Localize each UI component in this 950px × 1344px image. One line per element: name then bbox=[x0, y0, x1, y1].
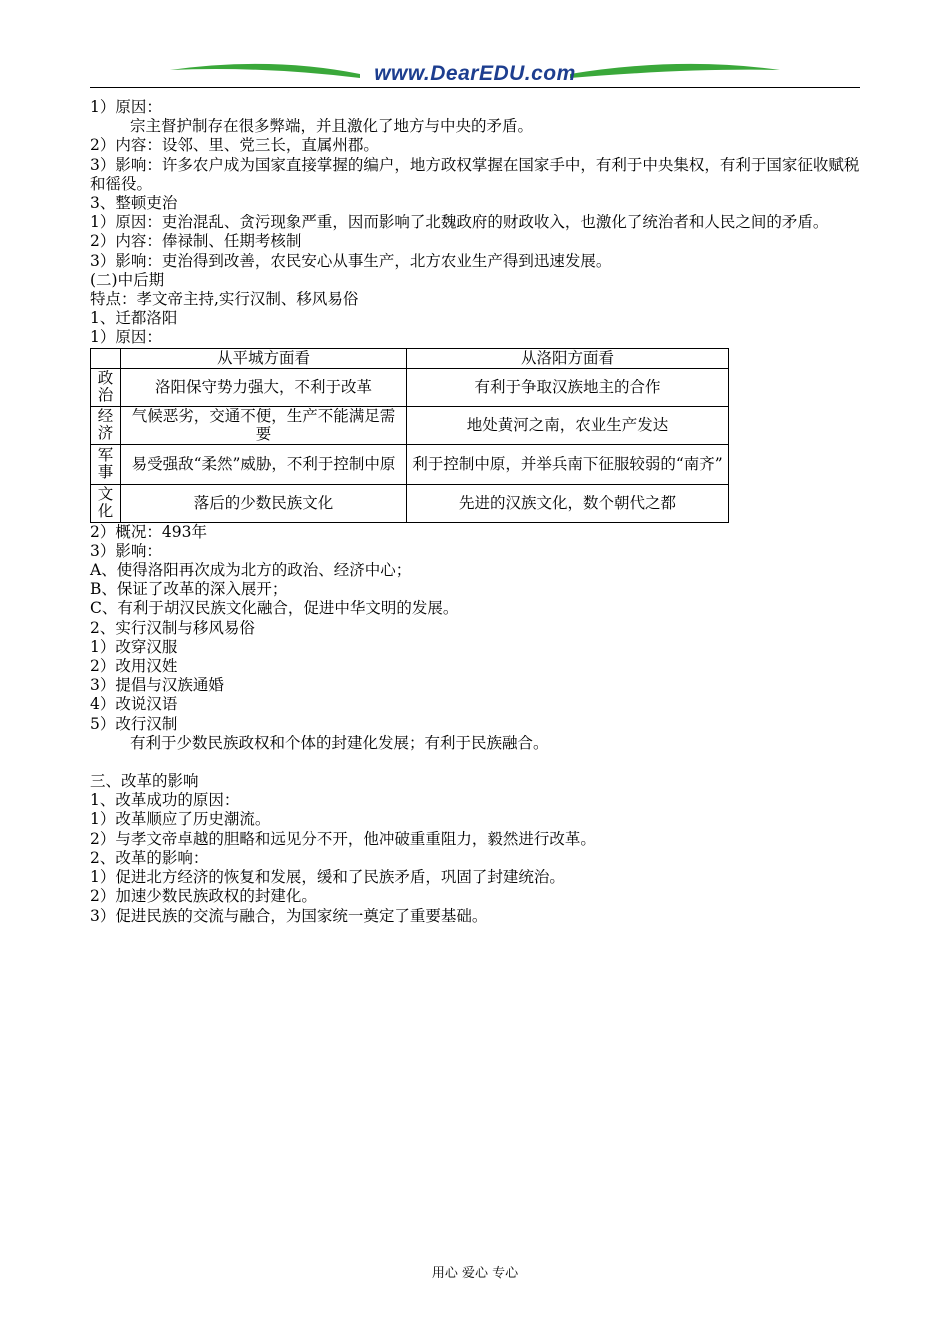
text-line: B、保证了改革的深入展开； bbox=[90, 580, 288, 599]
cell-pingcheng: 气候恶劣，交通不便，生产不能满足需要 bbox=[121, 406, 407, 444]
text-line: 3）影响：许多农户成为国家直接掌握的编户，地方政权掌握在国家手中，有利于中央集权，有利于国家征收赋税和徭役。 bbox=[90, 155, 860, 193]
text-line: 2、改革的影响： bbox=[90, 848, 209, 867]
site-logo-text[interactable]: www.DearEDU.com bbox=[374, 62, 576, 85]
header-rule bbox=[90, 87, 860, 88]
text-line: 三、改革的影响 bbox=[90, 772, 199, 791]
table-row bbox=[91, 484, 729, 522]
text-line: 有利于少数民族政权和个体的封建化发展；有利于民族融合。 bbox=[130, 733, 549, 752]
row-category: 经济 bbox=[91, 406, 121, 444]
text-line: 2、实行汉制与移风易俗 bbox=[90, 618, 255, 637]
table-header-luoyang: 从洛阳方面看 bbox=[407, 348, 729, 368]
text-line: 4）改说汉语 bbox=[90, 695, 178, 714]
text-line: 3）影响：吏治得到改善，农民安心从事生产，北方农业生产得到迅速发展。 bbox=[90, 251, 612, 270]
cell-luoyang: 地处黄河之南，农业生产发达 bbox=[407, 406, 729, 444]
text-line: 3）影响： bbox=[90, 541, 162, 560]
text-line: 3）提倡与汉族通婚 bbox=[90, 676, 224, 695]
text-line: 1）改穿汉服 bbox=[90, 637, 178, 656]
table-header-pingcheng: 从平城方面看 bbox=[121, 348, 407, 368]
text-line: C、有利于胡汉民族文化融合，促进中华文明的发展。 bbox=[90, 599, 459, 618]
text-line: 1）原因： bbox=[90, 328, 162, 347]
cell-luoyang: 利于控制中原，并举兵南下征服较弱的“南齐” bbox=[407, 444, 729, 484]
text-line: 1）原因：吏治混乱、贪污现象严重，因而影响了北魏政府的财政收入，也激化了统治者和人民之间的矛盾。 bbox=[90, 213, 829, 232]
text-line: 5）改行汉制 bbox=[90, 714, 178, 733]
section-after-table bbox=[90, 523, 865, 926]
table-row bbox=[91, 444, 729, 484]
text-line: A、使得洛阳再次成为北方的政治、经济中心； bbox=[90, 561, 412, 580]
page-header bbox=[90, 58, 860, 90]
cell-luoyang: 有利于争取汉族地主的合作 bbox=[407, 368, 729, 406]
text-line: 1）改革顺应了历史潮流。 bbox=[90, 810, 271, 829]
text-line: 3、整顿吏治 bbox=[90, 194, 178, 213]
cell-pingcheng: 落后的少数民族文化 bbox=[121, 484, 407, 522]
text-line: 2）加速少数民族政权的封建化。 bbox=[90, 887, 317, 906]
cell-luoyang: 先进的汉族文化，数个朝代之都 bbox=[407, 484, 729, 522]
text-line: 特点：孝文帝主持,实行汉制、移风易俗 bbox=[90, 290, 359, 309]
text-line: 1、迁都洛阳 bbox=[90, 309, 178, 328]
row-category: 军事 bbox=[91, 444, 121, 484]
text-line: 1）促进北方经济的恢复和发展，缓和了民族矛盾，巩固了封建统治。 bbox=[90, 868, 565, 887]
row-category: 政治 bbox=[91, 368, 121, 406]
text-line: 2）改用汉姓 bbox=[90, 657, 178, 676]
table-row bbox=[91, 368, 729, 406]
text-line: 1）原因： bbox=[90, 98, 162, 116]
row-category: 文化 bbox=[91, 484, 121, 522]
text-line: 2）与孝文帝卓越的胆略和远见分不开，他冲破重重阻力，毅然进行改革。 bbox=[90, 829, 596, 848]
table-row bbox=[91, 406, 729, 444]
cell-pingcheng: 易受强敌“柔然”威胁，不利于控制中原 bbox=[121, 444, 407, 484]
text-line: 2）内容：设邻、里、党三长，直属州郡。 bbox=[90, 136, 379, 155]
text-line: 宗主督护制存在很多弊端，并且激化了地方与中央的矛盾。 bbox=[130, 117, 534, 136]
blank-line bbox=[90, 753, 865, 772]
text-line: (二)中后期 bbox=[90, 270, 165, 289]
text-line: 2）概况：493年 bbox=[90, 522, 207, 541]
text-line: 1、改革成功的原因： bbox=[90, 791, 240, 810]
text-line: 2）内容：俸禄制、任期考核制 bbox=[90, 232, 302, 251]
table-header-blank bbox=[91, 348, 121, 368]
section-before-table bbox=[90, 98, 865, 348]
document-body bbox=[90, 98, 865, 926]
cell-pingcheng: 洛阳保守势力强大，不利于改革 bbox=[121, 368, 407, 406]
table-header-row bbox=[91, 348, 729, 368]
page-footer: 用心 爱心 专心 bbox=[431, 1266, 519, 1281]
relocation-reasons-table bbox=[90, 348, 729, 523]
text-line: 3）促进民族的交流与融合，为国家统一奠定了重要基础。 bbox=[90, 906, 488, 925]
